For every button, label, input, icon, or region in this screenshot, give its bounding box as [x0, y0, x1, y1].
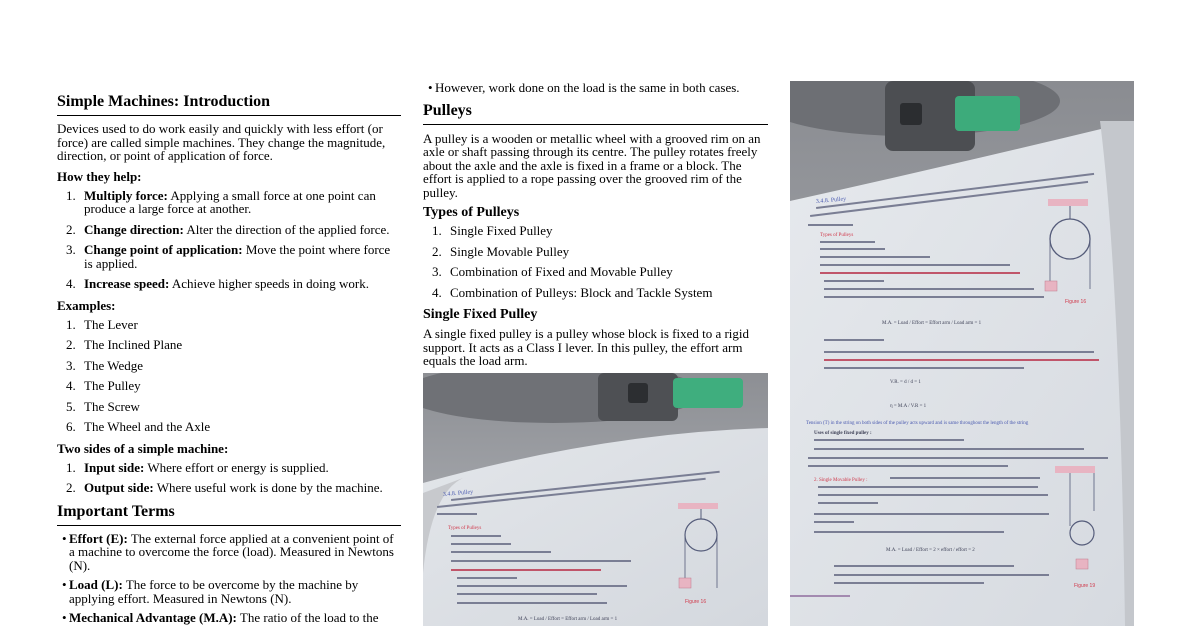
examples-list: [57, 318, 401, 434]
how-they-help-heading: How they help:: [57, 168, 142, 184]
photo-ma-movable-formula: M.A. = Load / Effort = 2 × effort / effort = 2: [886, 548, 975, 553]
list-item: • However, work done on the load is the same in both cases.: [428, 80, 740, 95]
textbook-photo-pulley-large: [790, 81, 1134, 626]
terms-list: [57, 532, 401, 625]
list-item: • Load (L): The force to be overcome by the machine by applying effort. Measured in Newtons (N).: [62, 577, 359, 606]
list-item: 3. Change point of application: Move the point where force is applied.: [66, 242, 391, 271]
svg-text:Figure 16: Figure 16: [1065, 299, 1087, 305]
list-item: 1. Input side: Where effort or energy is supplied.: [66, 459, 329, 475]
photo-movable-title: 2. Single Movable Pulley :: [814, 478, 868, 483]
list-item: 5. The Screw: [66, 398, 140, 414]
list-item: 2. Single Movable Pulley: [432, 243, 570, 259]
list-item: 2. Output side: Where useful work is done by the machine.: [66, 480, 383, 495]
list-item: • Effort (E): The external force applied at a convenient point of a machine to overcome the force (load). Measured in Newtons (N).: [62, 530, 394, 573]
section-title-simple-machines: Simple Machines: Introduction: [57, 92, 401, 116]
list-item: 4. The Pulley: [66, 378, 141, 393]
intro-paragraph: Devices used to do work easily and quickly with less effort (or force) are called simple machines. They change the magnitude, direction, or point of application of force.: [57, 121, 386, 163]
single-fixed-paragraph: A single fixed pulley is a pulley whose block is fixed to a rigid support. It acts as a Class I lever. In this pulley, the effort arm equals the load arm.: [423, 326, 750, 368]
section-title-important-terms: Important Terms: [57, 502, 401, 526]
list-item: 3. The Wedge: [66, 357, 143, 373]
photo-vr-formula: V.R. = d / d = 1: [890, 380, 921, 385]
types-heading: Types of Pulleys: [423, 205, 520, 220]
two-sides-list: [57, 461, 401, 495]
figure-label-16: Figure 16: [685, 599, 707, 605]
section-title-pulleys: Pulleys: [423, 101, 768, 125]
textbook-photo-pulley-small: [423, 373, 768, 626]
figure-label-19: Figure 19: [1074, 583, 1096, 589]
svg-text:3.4.8. Pulley: 3.4.8. Pulley: [815, 196, 847, 205]
photo-ma-formula-large: M.A. = Load / Effort = Effort arm / Load arm = 1: [882, 321, 982, 326]
photo-efficiency-formula: η = M.A / V.R = 1: [890, 404, 927, 409]
pulley-intro-paragraph: A pulley is a wooden or metallic wheel with a grooved rim on an axle or shaft passing through its centre. The pulley rotates freely about the axle and the axle is fixed in a frame or a block. The effort is applied to a rope passing over the grooved rim of the pulley.: [423, 130, 761, 200]
photo-uses-title: Uses of single fixed pulley :: [814, 431, 872, 436]
photo-tension-note: Tension (T) in the string on both sides of the pulley acts upward and is same throughout the length of the string: [806, 421, 1029, 426]
list-item: 2. The Inclined Plane: [66, 337, 183, 352]
two-sides-heading: Two sides of a simple machine:: [57, 440, 229, 456]
top-bullet-list: [423, 81, 768, 95]
list-item: 3. Combination of Fixed and Movable Pulley: [432, 264, 673, 279]
list-item: 1. The Lever: [66, 316, 138, 332]
list-item: 6. The Wheel and the Axle: [66, 419, 211, 434]
types-list: [423, 224, 768, 299]
examples-heading: Examples:: [57, 297, 116, 313]
list-item: 1. Single Fixed Pulley: [432, 223, 553, 238]
photo-ma-formula: M.A. = Load / Effort = Effort arm / Load arm = 1: [518, 617, 618, 622]
list-item: 2. Change direction: Alter the direction of the applied force.: [66, 221, 390, 237]
photo-types-title: Types of Pulleys: [448, 526, 482, 531]
how-they-help-list: [57, 189, 401, 291]
list-item: 4. Combination of Pulleys: Block and Tackle System: [432, 284, 713, 300]
single-fixed-heading: Single Fixed Pulley: [423, 307, 538, 322]
photo-section-title: 3.4.8. Pulley: [442, 489, 474, 498]
svg-text:Types of Pulleys: Types of Pulleys: [820, 233, 854, 238]
list-item: 4. Increase speed: Achieve higher speeds in doing work.: [66, 276, 369, 291]
list-item: 1. Multiply force: Applying a small force at one point can produce a large force at another.: [66, 187, 376, 216]
column-introduction: [57, 0, 401, 626]
list-item: • Mechanical Advantage (M.A): The ratio of the load to the: [62, 610, 379, 625]
